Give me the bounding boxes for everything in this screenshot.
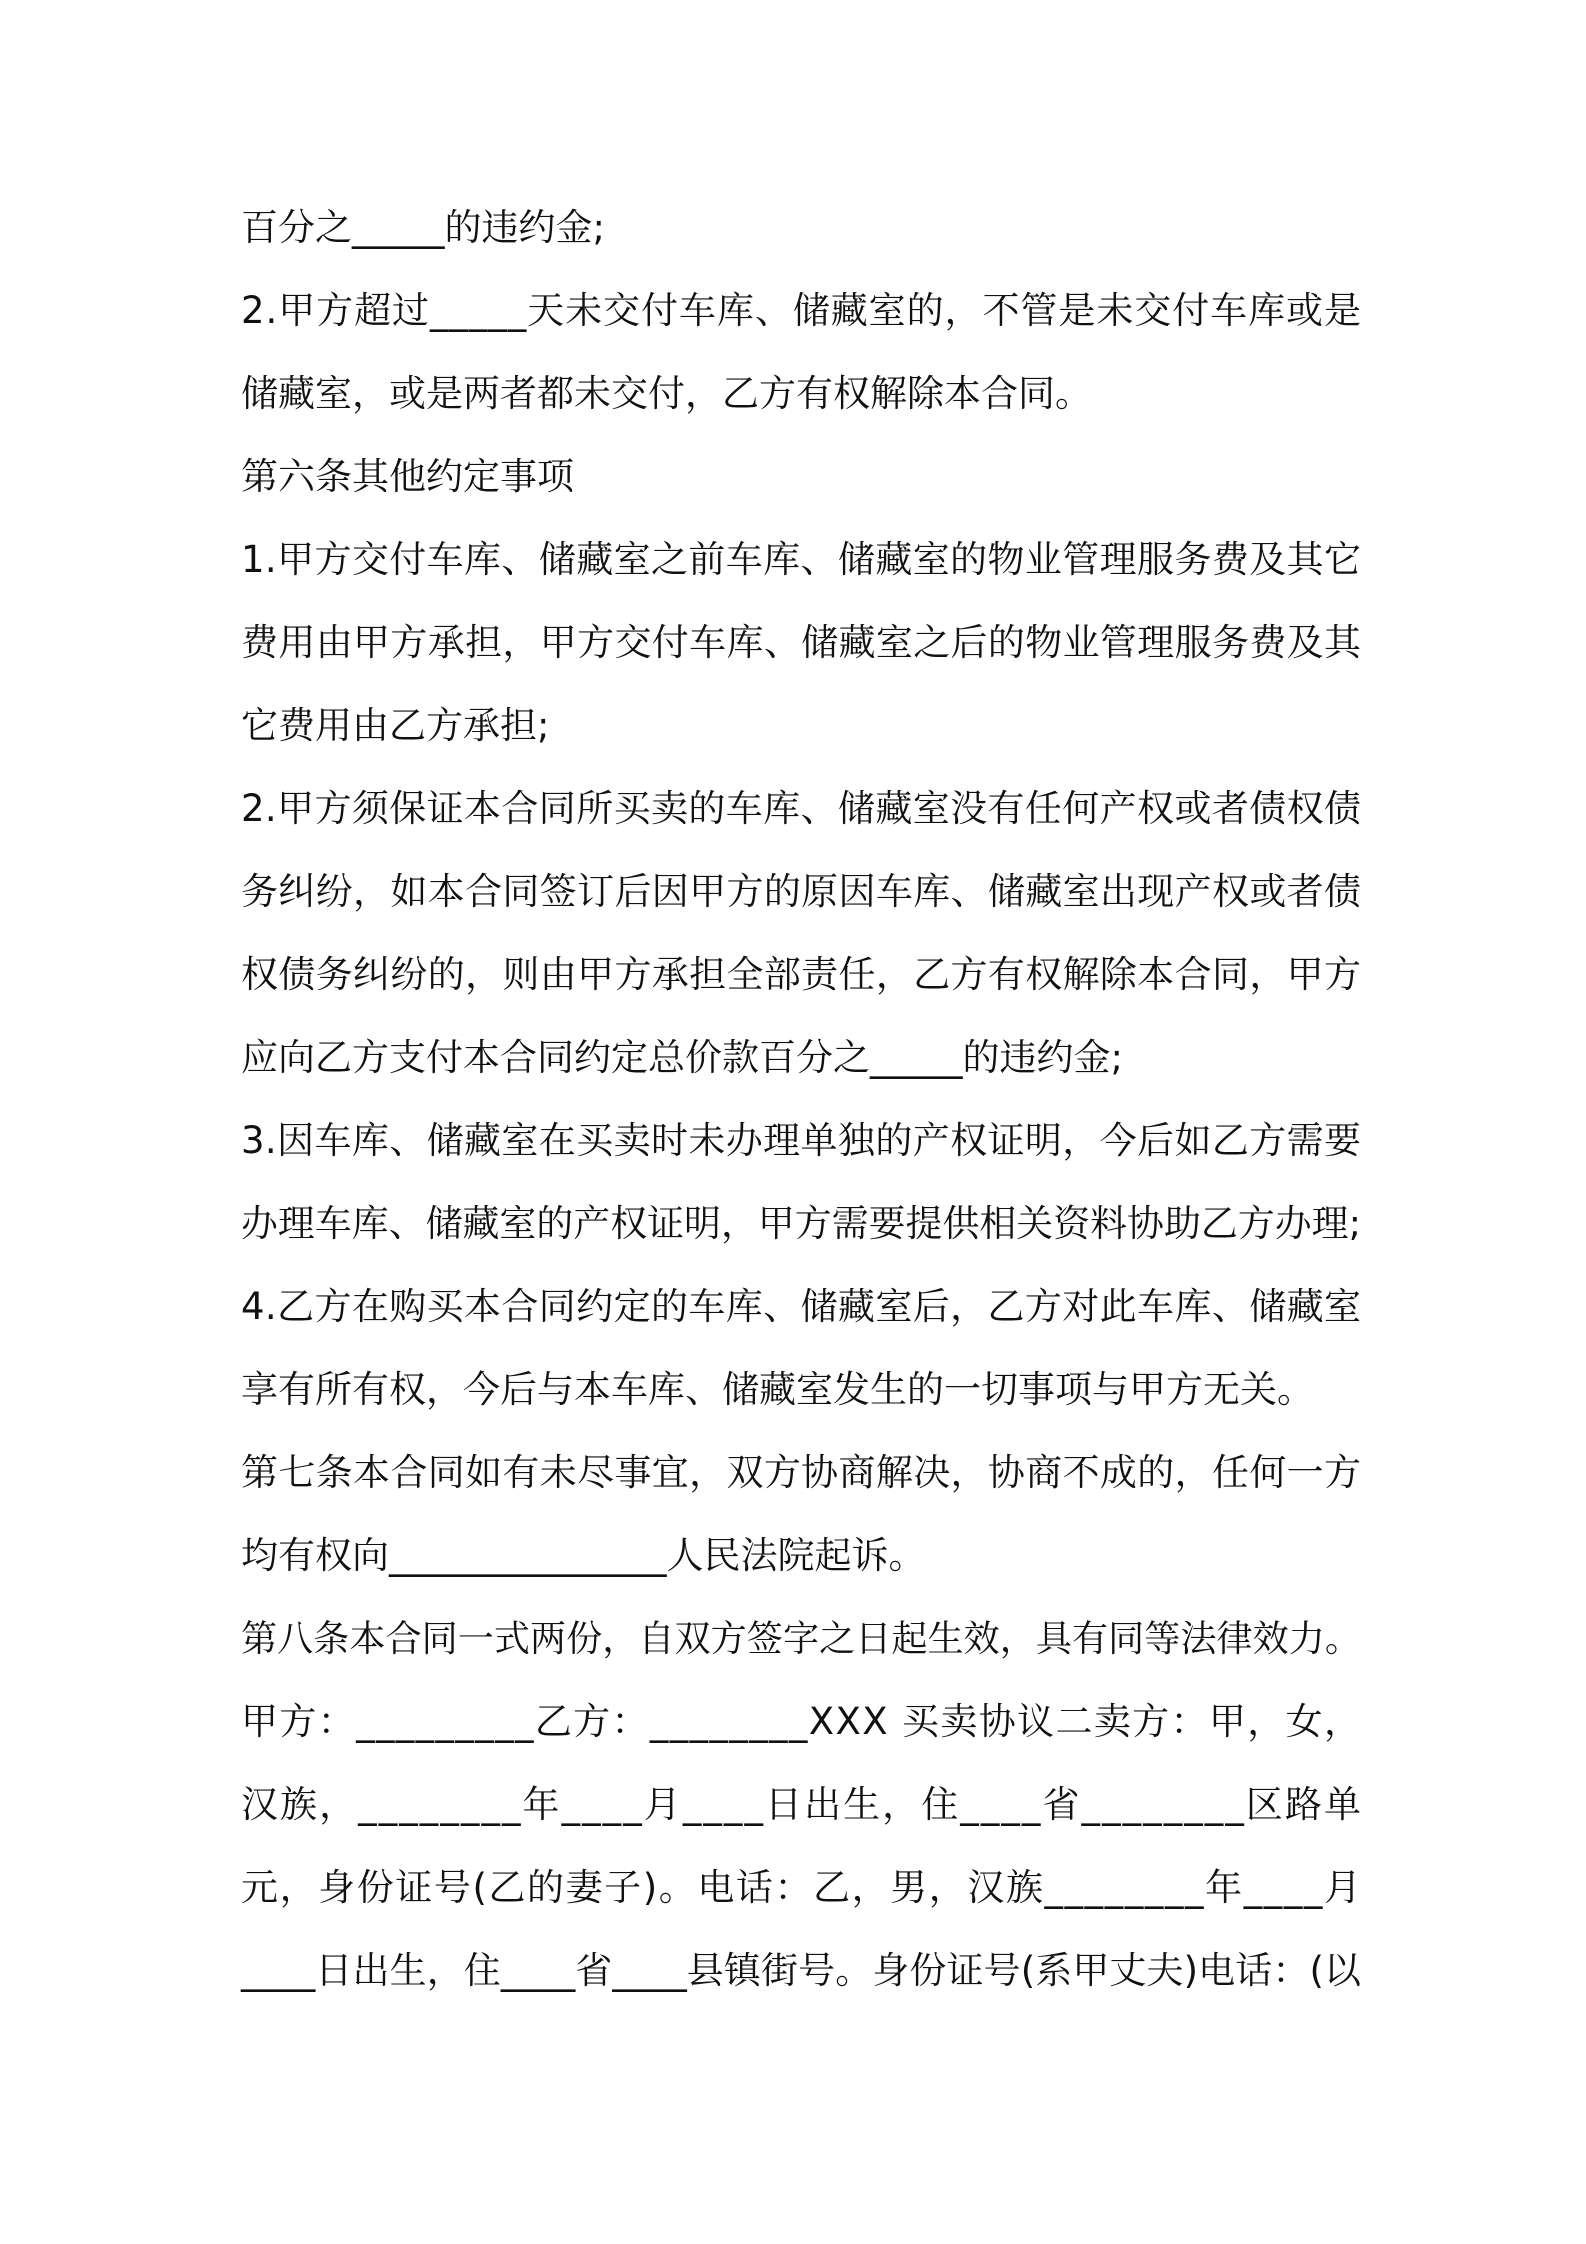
text-line-20: 汉族，________年____月____日出生，住____省________区路单: [241, 1783, 1364, 1826]
text-line-3: 储藏室，或是两者都未交付，乙方有权解除本合同。: [241, 372, 1092, 415]
text-line-1: 百分之_____的违约金;: [241, 206, 605, 249]
text-line-15: 享有所有权，今后与本车库、储藏室发生的一切事项与甲方无关。: [241, 1368, 1314, 1411]
text-line-18: 第八条本合同一式两份，自双方签字之日起生效，具有同等法律效力。: [241, 1617, 1362, 1660]
text-line-13: 办理车库、储藏室的产权证明，甲方需要提供相关资料协助乙方办理;: [241, 1202, 1362, 1245]
text-line-16: 第七条本合同如有未尽事宜，双方协商解决，协商不成的，任何一方: [241, 1451, 1362, 1494]
text-line-14: 4.乙方在购买本合同约定的车库、储藏室后，乙方对此车库、储藏室: [241, 1285, 1362, 1328]
text-line-5: 1.甲方交付车库、储藏室之前车库、储藏室的物业管理服务费及其它: [241, 538, 1362, 581]
text-line-12: 3.因车库、储藏室在买卖时未办理单独的产权证明，今后如乙方需要: [241, 1119, 1362, 1162]
text-line-22: ____日出生，住____省____县镇街号。身份证号(系甲丈夫)电话：(以: [241, 1949, 1362, 1992]
text-line-9: 务纠纷，如本合同签订后因甲方的原因车库、储藏室出现产权或者债: [241, 870, 1362, 913]
text-line-11: 应向乙方支付本合同约定总价款百分之_____的违约金;: [241, 1036, 1123, 1079]
text-line-8: 2.甲方须保证本合同所买卖的车库、储藏室没有任何产权或者债权债: [241, 787, 1362, 830]
text-line-2: 2.甲方超过_____天未交付车库、储藏室的，不管是未交付车库或是: [241, 289, 1362, 332]
text-line-7: 它费用由乙方承担;: [241, 704, 550, 747]
text-line-6: 费用由甲方承担，甲方交付车库、储藏室之后的物业管理服务费及其: [241, 621, 1362, 664]
text-line-10: 权债务纠纷的，则由甲方承担全部责任，乙方有权解除本合同，甲方: [241, 953, 1362, 996]
text-line-17: 均有权向_______________人民法院起诉。: [241, 1534, 926, 1577]
text-line-19: 甲方：_________乙方：________XXX 买卖协议二卖方：甲，女，: [241, 1700, 1363, 1743]
section-heading-article-6: 第六条其他约定事项: [241, 455, 574, 498]
contract-body: [241, 186, 1364, 2012]
text-line-21: 元，身份证号(乙的妻子)。电话：乙，男，汉族________年____月: [241, 1866, 1363, 1909]
